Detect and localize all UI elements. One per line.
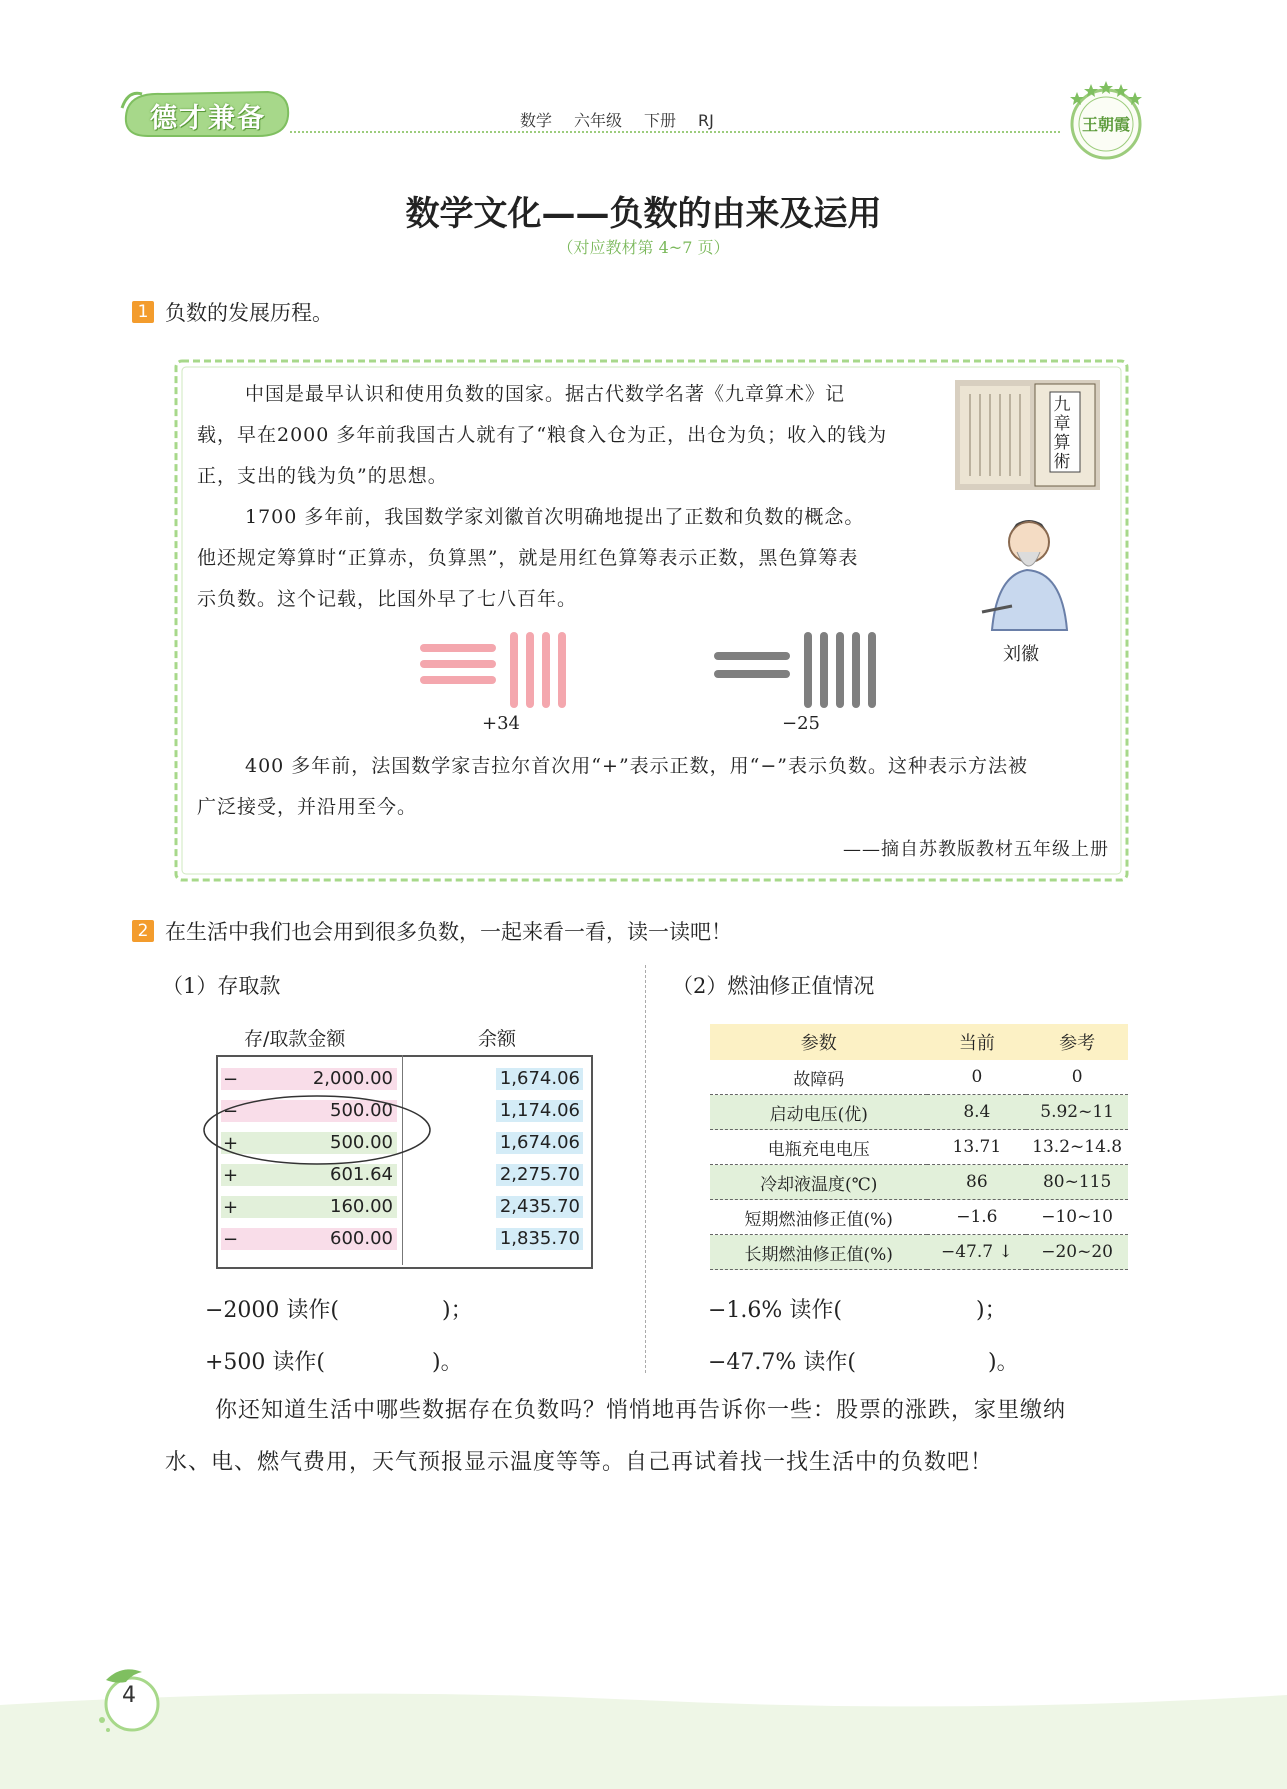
fill-blank-4: −47.7% 读作( bbox=[708, 1350, 856, 1375]
grade-label: 六年级 bbox=[574, 111, 623, 130]
fuel-row bbox=[710, 1095, 1128, 1130]
fuel-current: 13.71 bbox=[927, 1130, 1026, 1165]
fill-blank-1-end: )； bbox=[442, 1298, 473, 1323]
page-title: 数学文化——负数的由来及运用 bbox=[405, 194, 882, 234]
fill-blank-1: −2000 读作( bbox=[205, 1298, 339, 1323]
deposit-row bbox=[221, 1068, 591, 1093]
negative-rod-label: −25 bbox=[782, 713, 820, 734]
deposit-sign: − bbox=[223, 1069, 239, 1090]
fuel-param: 长期燃油修正值(%) bbox=[710, 1235, 927, 1270]
deposit-balance: 2,275.70 bbox=[496, 1164, 583, 1186]
deposit-sign: − bbox=[223, 1101, 239, 1122]
fuel-ref: −10~10 bbox=[1026, 1200, 1128, 1235]
column-divider bbox=[645, 965, 646, 1373]
volume-label: 下册 bbox=[644, 111, 677, 130]
part-2-title: （2）燃油修正值情况 bbox=[672, 974, 875, 998]
question-2-text: 在生活中我们也会用到很多负数，一起来看一看，读一读吧！ bbox=[165, 920, 732, 944]
deposit-amount: 160.00 bbox=[221, 1196, 397, 1218]
fuel-current: 0 bbox=[927, 1060, 1026, 1095]
fuel-header-ref: 参考 bbox=[1026, 1024, 1128, 1060]
history-p2-line1: 1700 多年前，我国数学家刘徽首次明确地提出了正数和负数的概念。 bbox=[245, 506, 865, 528]
deposit-balance: 2,435.70 bbox=[496, 1196, 583, 1218]
source-note: ——摘自苏教版教材五年级上册 bbox=[843, 839, 1109, 860]
fuel-ref: 5.92~11 bbox=[1026, 1095, 1128, 1130]
highlight-ellipse bbox=[200, 1092, 435, 1168]
fuel-ref: 80~115 bbox=[1026, 1165, 1128, 1200]
fill-blank-4-end: )。 bbox=[988, 1350, 1019, 1375]
deposit-balance: 1,674.06 bbox=[496, 1132, 583, 1154]
deposit-header-balance: 余额 bbox=[478, 1028, 517, 1050]
deposit-header-amount: 存/取款金额 bbox=[244, 1028, 346, 1050]
fuel-param: 故障码 bbox=[710, 1060, 927, 1095]
fuel-ref: −20~20 bbox=[1026, 1235, 1128, 1270]
deposit-balance: 1,835.70 bbox=[496, 1228, 583, 1250]
deposit-amount: 2,000.00 bbox=[221, 1068, 397, 1090]
fill-blank-2: +500 读作( bbox=[205, 1350, 326, 1375]
page-number: 4 bbox=[122, 1683, 136, 1708]
deposit-sign: + bbox=[223, 1197, 239, 1218]
logo-text: 德才兼备 bbox=[150, 103, 266, 134]
book-title: 九章算術 bbox=[1053, 395, 1071, 472]
footer-wave bbox=[0, 1680, 1287, 1789]
edition-label: RJ bbox=[698, 111, 714, 130]
page-subtitle: （对应教材第 4~7 页） bbox=[557, 238, 730, 257]
history-p1-line1: 中国是最早认识和使用负数的国家。据古代数学名著《九章算术》记 bbox=[245, 383, 846, 405]
fuel-header-param: 参数 bbox=[710, 1024, 927, 1060]
deposit-row bbox=[221, 1196, 591, 1221]
deposit-sign: + bbox=[223, 1133, 239, 1154]
deposit-amount: 500.00 bbox=[221, 1132, 397, 1154]
deposit-amount: 600.00 bbox=[221, 1228, 397, 1250]
portrait-caption: 刘徽 bbox=[1003, 644, 1039, 665]
subject-label: 数学 bbox=[520, 111, 553, 130]
fuel-correction-table bbox=[710, 1024, 1128, 1270]
fuel-row bbox=[710, 1060, 1128, 1095]
deposit-amount: 601.64 bbox=[221, 1164, 397, 1186]
fuel-row bbox=[710, 1200, 1128, 1235]
black-counting-rods bbox=[712, 630, 892, 710]
positive-rod-label: +34 bbox=[482, 713, 520, 734]
fuel-header-current: 当前 bbox=[927, 1024, 1026, 1060]
question-2-badge: 2 bbox=[132, 920, 154, 942]
fuel-param: 短期燃油修正值(%) bbox=[710, 1200, 927, 1235]
fill-blank-3-end: )； bbox=[976, 1298, 1007, 1323]
closing-line-1: 你还知道生活中哪些数据存在负数吗？悄悄地再告诉你一些：股票的涨跌，家里缴纳 bbox=[215, 1398, 1067, 1423]
history-p3-line2: 广泛接受，并沿用至今。 bbox=[197, 796, 418, 818]
fuel-ref: 13.2~14.8 bbox=[1026, 1130, 1128, 1165]
fuel-param: 电瓶充电电压 bbox=[710, 1130, 927, 1165]
deposit-amount: 500.00 bbox=[221, 1100, 397, 1122]
liu-hui-portrait bbox=[972, 500, 1082, 635]
fill-blank-2-end: )。 bbox=[432, 1350, 463, 1375]
fuel-row bbox=[710, 1130, 1128, 1165]
jiuzhang-book-image bbox=[955, 380, 1100, 490]
deposit-balance: 1,174.06 bbox=[496, 1100, 583, 1122]
header-divider bbox=[290, 131, 1060, 133]
fuel-row bbox=[710, 1165, 1128, 1200]
fuel-current: 86 bbox=[927, 1165, 1026, 1200]
deposit-sign: − bbox=[223, 1229, 239, 1250]
red-counting-rods bbox=[418, 630, 588, 710]
deposit-row bbox=[221, 1228, 591, 1253]
fuel-param: 启动电压(优) bbox=[710, 1095, 927, 1130]
history-p1-line3: 正，支出的钱为负”的思想。 bbox=[197, 465, 448, 487]
fuel-current: 8.4 bbox=[927, 1095, 1026, 1130]
question-1-badge: 1 bbox=[132, 301, 154, 323]
history-p3-line1: 400 多年前，法国数学家吉拉尔首次用“+”表示正数，用“−”表示负数。这种表示方法被 bbox=[245, 755, 1029, 777]
book-info bbox=[520, 108, 736, 131]
fuel-ref: 0 bbox=[1026, 1060, 1128, 1095]
deposit-sign: + bbox=[223, 1165, 239, 1186]
fuel-current: −47.7 ↓ bbox=[927, 1235, 1026, 1270]
fuel-current: −1.6 bbox=[927, 1200, 1026, 1235]
fill-blank-3: −1.6% 读作( bbox=[708, 1298, 842, 1323]
question-1-text: 负数的发展历程。 bbox=[165, 301, 333, 325]
seal-text: 王朝霞 bbox=[1082, 115, 1131, 134]
history-p2-line3: 示负数。这个记载，比国外早了七八百年。 bbox=[197, 588, 578, 610]
fuel-param: 冷却液温度(℃) bbox=[710, 1165, 927, 1200]
part-1-title: （1）存取款 bbox=[162, 974, 281, 998]
history-p1-line2: 载，早在2000 多年前我国古人就有了“粮食入仓为正，出仓为负；收入的钱为 bbox=[197, 424, 888, 446]
closing-line-2: 水、电、燃气费用，天气预报显示温度等等。自己再试着找一找生活中的负数吧！ bbox=[165, 1450, 994, 1475]
deposit-balance: 1,674.06 bbox=[496, 1068, 583, 1090]
fuel-row bbox=[710, 1235, 1128, 1270]
history-p2-line2: 他还规定筹算时“正算赤，负算黑”，就是用红色算筹表示正数，黑色算筹表 bbox=[197, 547, 859, 569]
